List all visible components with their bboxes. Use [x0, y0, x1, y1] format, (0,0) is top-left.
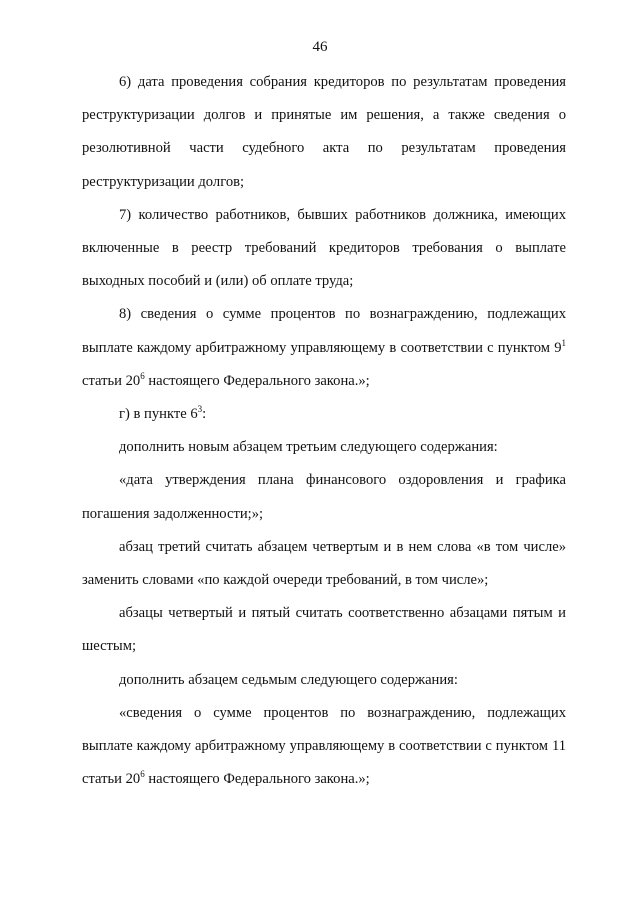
paragraph-text: 8) сведения о сумме процентов по вознаграждению, подлежащих выплате каждому арбитражному управляющему в соответствии с пунктом 9 [82, 306, 566, 356]
superscript: 6 [140, 769, 145, 780]
paragraph-text: настоящего Федерального закона.»; [144, 771, 370, 788]
paragraph-text: : [202, 406, 207, 423]
paragraph-subitem-g [82, 398, 566, 431]
paragraph-quote-fee-percent [82, 697, 566, 797]
paragraph-third-to-fourth: абзац третий считать абзацем четвертым и в нем слова «в том числе» заменить словами «по каждой очереди требований, в том числе»; [82, 538, 566, 589]
document-body [82, 66, 566, 796]
paragraph-text: «сведения о сумме процентов по вознаграждению, подлежащих выплате каждому арбитражному управляющему в соответствии с пунктом 11 статьи 20 [82, 704, 566, 788]
paragraph-text: настоящего Федерального закона.»; [144, 372, 370, 389]
superscript: 3 [197, 404, 203, 415]
superscript: 6 [140, 370, 145, 381]
paragraph-item-7: 7) количество работников, бывших работников должника, имеющих включенные в реестр требований кредиторов требования о выплате выходных пособий и (или) об оплате труда; [82, 206, 566, 290]
paragraph-add-third: дополнить новым абзацем третьим следующего содержания: [119, 439, 498, 456]
paragraph-text: г) в пункте 6 [119, 406, 198, 423]
paragraph-add-seventh: дополнить абзацем седьмым следующего содержания: [119, 671, 458, 688]
superscript: 1 [561, 337, 566, 348]
paragraph-quote-plan-date: «дата утверждения плана финансового оздоровления и графика погашения задолженности;»; [82, 472, 566, 522]
page-number: 46 [312, 39, 328, 55]
paragraph-text: статьи 20 [82, 372, 141, 389]
paragraph-item-6: 6) дата проведения собрания кредиторов по результатам проведения реструктуризации долгов и принятые им решения, а также сведения о резолютивной части судебного акта по результатам проведения реструктуризации долгов; [82, 74, 566, 190]
paragraph-renumber: абзацы четвертый и пятый считать соответственно абзацами пятым и шестым; [82, 605, 566, 655]
paragraph-item-8 [82, 298, 566, 398]
